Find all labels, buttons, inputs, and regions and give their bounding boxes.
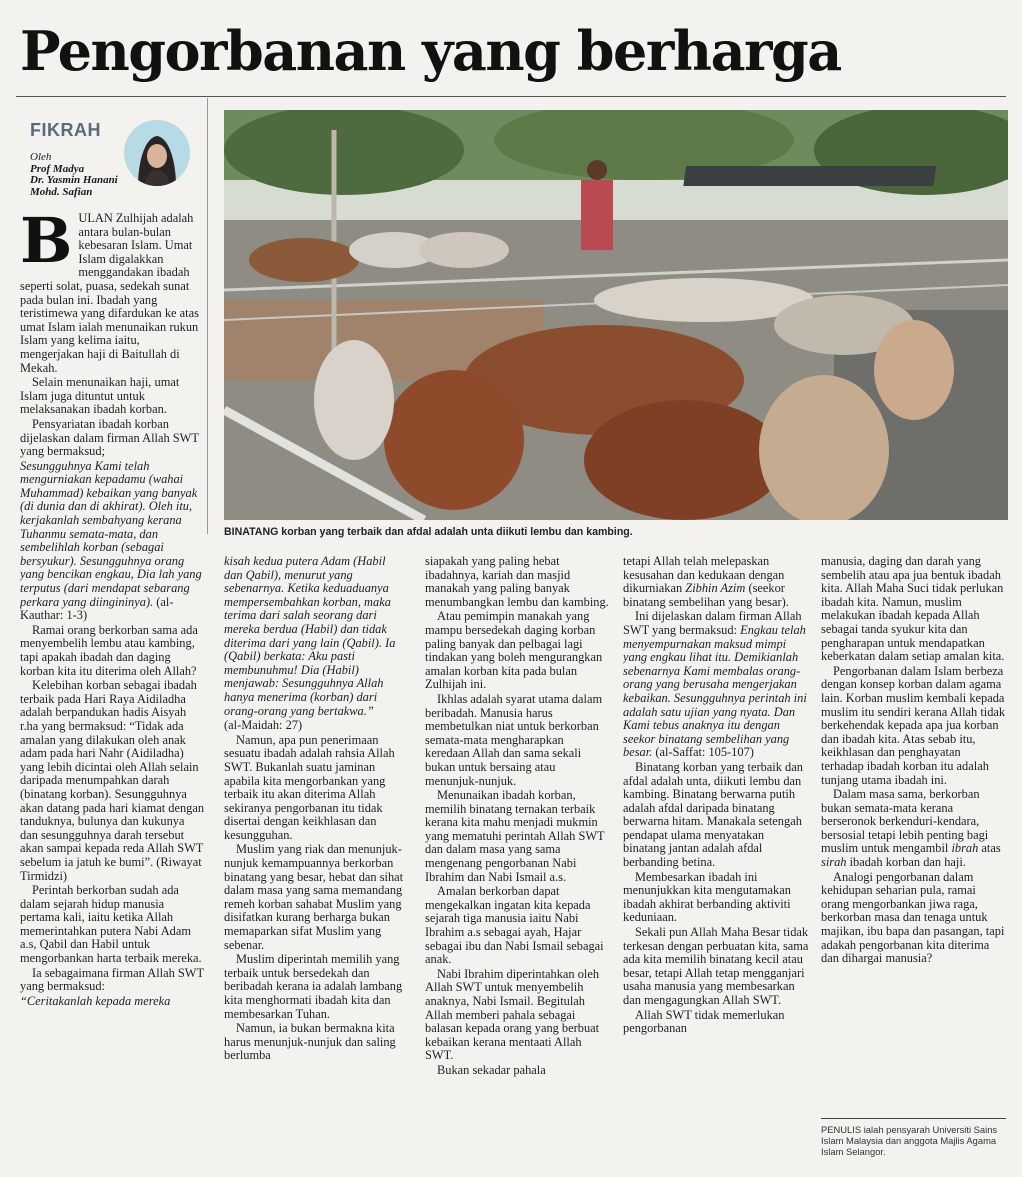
paragraph: Pengorbanan dalam Islam berbeza dengan konsep korban dalam agama lain. Korban muslim kembali kepada muslim itu sendiri kerana Allah tidak berkehendak kepada apa jua korban dan ibadah kita. Atas sebab itu, keikhlasan dan penghayatan terhadap ibadah korban itu adalah tunjang utama ibadah ini. [821, 663, 1006, 787]
paragraph: Namun, ia bukan bermakna kita harus menunjuk-nunjuk dan saling berlumba [224, 1021, 396, 1063]
author-portrait [124, 120, 190, 186]
quote-reference: (al-Kauthar: 1-3) [20, 594, 174, 623]
paragraph: Analogi pengorbanan dalam kehidupan seharian pula, ramai orang mengorbankan jiwa raga, berkorban masa dan tenaga untuk majikan, ibu bapa dan pasangan, tapi adakah pengorbanan kita diterima dan dihargai manusia? [821, 869, 1005, 966]
paragraph: Dalam masa sama, berkorban bukan semata-mata kerana berseronok berkenduri-kendara, bersosial tetapi lebih penting bagi muslim untuk mengambil ibrah atas sirah ibadah korban dan haji. [821, 787, 1001, 870]
paragraph: Bukan sekadar pahala [437, 1062, 546, 1077]
quran-quote: Sesungguhnya Kami telah mengurniakan kepadamu (wahai Muhammad) kebaikan yang banyak (di dunia dan di akhirat). Oleh itu, kerjakanlah sembahyang kerana Tuhanmu semata-mata, dan sembelihlah korban (sebagai bersyukur). Sesungguhnya orang yang bencikan engkau, Dia lah yang terputus (dari mendapat sebarang perkara yang diingininya). [20, 458, 202, 609]
paragraph: Ia sebagaimana firman Allah SWT yang bermaksud: [20, 965, 204, 994]
top-rule [16, 96, 1006, 97]
author-surname: Mohd. Safian [30, 185, 93, 198]
paragraph: Menunaikan ibadah korban, memilih binatang ternakan terbaik kerana kita mahu menjadi mukmin yang mematuhi perintah Allah SWT dan dalam masa yang sama mengenang pengorbanan Nabi Ibrahim dan Nabi Ismail a.s. [425, 788, 605, 884]
article-column-1 [20, 212, 205, 1172]
paragraph: Amalan berkorban dapat mengekalkan ingatan kita kepada sejarah tiga manusia iaitu Nabi Ibrahim a.s sebagai ayah, Hajar sebagai ibu dan Nabi Ismail sebagai anak. [425, 884, 604, 967]
paragraph: Binatang korban yang terbaik dan afdal adalah unta, diikuti lembu dan kambing. Binatang berwarna putih adalah afdal daripada binatang berwarna hitam. Manakala setengah pendapat ulama menyatakan binatang jantan adalah afdal berbanding betina. [623, 759, 803, 870]
paragraph: BULAN Zulhijah adalah antara bulan-bulan kebesaran Islam. Umat Islam digalakkan menggandakan ibadah seperti solat, puasa, sedekah sunat pada bulan ini. Ibadah yang teristimewa yang difardukan ke atas umat Islam ialah menunaikan rukun Islam yang kelima iaitu, mengerjakan haji di Baitullah di Mekah. [20, 212, 199, 375]
paragraph: Ikhlas adalah syarat utama dalam beribadah. Manusia harus membetulkan niat untuk berkorban semata-mata mengharapkan keredaan Allah dan sama sekali bukan untuk bersaing atau menunjuk-nunjuk. [425, 691, 603, 788]
paragraph: siapakah yang paling hebat ibadahnya, kariah dan masjid manakah yang paling banyak menumbangkan lembu dan kambing. [425, 555, 609, 609]
sirah-term: sirah [821, 855, 847, 870]
paragraph: Sekali pun Allah Maha Besar tidak terkesan dengan perbuatan kita, sama ada kita memilih binatang kecil atau besar, tetapi Allah tetap mengganjari usaha manusia yang membesarkan dan mengagungkan Allah SWT. [623, 925, 809, 1007]
quote-reference: (al-Saffat: 105-107) [655, 745, 754, 760]
zibhin-azim: Zibhin Azim [685, 581, 746, 596]
column-kicker: FIKRAH [30, 120, 101, 140]
quote-paragraph [224, 555, 406, 718]
paragraph: Muslim yang riak dan menunjuk-nunjuk kemampuannya berkorban binatang yang besar, hebat dan sihat dalam masa yang sama memandang remeh korban sahabat Muslim yang disifatkan kurang berharga bukan memaparkan sifat Muslim yang sebenar. [224, 842, 404, 952]
author-name: Dr. Yasmin Hanani [30, 174, 118, 186]
author-title: Prof Madya [30, 162, 85, 175]
paragraph: Nabi Ibrahim diperintahkan oleh Allah SWT untuk menyembelih anaknya, Nabi Ismail. Begitulah Allah memberi pahala sebagai balasan kepada orang yang berbuat kebaikan kerana mentaati Allah SWT. [425, 966, 600, 1063]
paragraph: Membesarkan ibadah ini menunjukkan kita mengutamakan ibadah akhirat berbanding aktiviti keduniaan. [623, 869, 791, 925]
paragraph: tetapi Allah telah melepaskan kesusahan dan kedukaan dengan dikurniakan Zibhin Azim (seekor binatang sembelihan yang besar). [623, 555, 789, 609]
quote-start: “Ceritakanlah kepada mereka [20, 993, 171, 1008]
ibrah-term: ibrah [951, 841, 979, 856]
cattle-photo [224, 110, 1008, 520]
column-header-box [20, 110, 198, 205]
article-column-3 [425, 555, 609, 1165]
article-column-4 [623, 555, 809, 1165]
quran-quote: kisah kedua putera Adam (Habil dan Qabil), menurut yang sebenarnya. Ketika keduaduanya mempersembahkan korban, maka terima dari salah seorang dari mereka berdua (Habil) dan tidak diterima dari yang lain (Qabil). Ia (Qabil) berkata: Aku pasti membunuhmu! Dia (Habil) menjawab: Sesungguhnya Allah hanya menerima (korban) dari orang-orang yang bertakwa.” [224, 555, 396, 718]
paragraph: Selain menunaikan haji, umat Islam juga dituntut untuk melaksanakan ibadah korban. [20, 375, 180, 417]
paragraph: Allah SWT tidak memerlukan pengorbanan [623, 1007, 785, 1036]
quran-quote: Engkau telah menyempurnakan maksud mimpi yang engkau lihat itu. Demikianlah sebenarnya Kami membalas orang-orang yang berusaha mengerjakan kebaikan. Sesungguhnya perintah ini adalah satu ujian yang nyata. Dan Kami tebus anaknya itu dengan seekor binatang sembelihan yang besar. [623, 622, 807, 760]
quote-paragraph: Ini dijelaskan dalam firman Allah SWT yang bermaksud: Engkau telah menyempurnakan maksud mimpi yang engkau lihat itu. Demikianlah sebenarnya Kami membalas orang-orang yang berusaha mengerjakan kebaikan. Sesungguhnya perintah ini adalah satu ujian yang nyata. Dan Kami tebus anaknya itu dengan seekor binatang sembelihan yang besar. (al-Saffat: 105-107) [623, 609, 807, 760]
paragraph: Atau pemimpin manakah yang mampu bersedekah daging korban paling banyak dan pelbagai lagi tindakan yang boleh mengurangkan amalan korban kita pada bulan Zulhijah ini. [425, 609, 603, 692]
paragraph: Namun, apa pun penerimaan sesuatu ibadah adalah rahsia Allah SWT. Bukanlah suatu jaminan apabila kita mengorbankan yang terbaik itu akan diterima Allah sekiranya pengorbanan itu tidak disertai dengan keikhlasan dan kesungguhan. [224, 732, 395, 842]
article-column-2 [224, 555, 406, 1165]
paragraph: manusia, daging dan darah yang sembelih atau apa jua bentuk ibadah kita. Allah Maha Suci tidak perlukan ibadah kita. Namun, muslim melakukan ibadah kepada Allah sebagai tanda syukur kita dan pengharapan untuk mendapatkan keberkatan dalam setiap amalan kita. [821, 555, 1005, 664]
byline-oleh: Oleh [30, 151, 52, 163]
column-rule [207, 98, 208, 534]
paragraph: Kelebihan korban sebagai ibadah terbaik pada Hari Raya Aidiladha adalah berpandukan hadis Aisyah r.ha yang bermaksud: “Tidak ada amalan yang dilakukan oleh anak adam pada hari Nahr (Aidiladha) yang lebih dicintai oleh Allah selain daripada menumpahkan darah (binatang korban). Sesungguhnya akan datang pada hari kiamat dengan tanduknya, bulunya dan kukunya dan sesungguhnya darah tersebut akan sampai kepada reda Allah SWT sebelum ia jatuh ke bumi”. (Riwayat Tirmidzi) [20, 678, 205, 883]
paragraph: Pensyariatan ibadah korban dijelaskan dalam firman Allah SWT yang bermaksud; [20, 416, 199, 459]
photo-caption [224, 526, 1008, 538]
paragraph: Muslim diperintah memilih yang terbaik untuk bersedekah dan beribadah kerana ia adalah lambang kita menghormati ibadah kita dan membesarkan Tuhan. [224, 952, 403, 1021]
article-column-5 [821, 555, 1006, 1115]
quote-paragraph [20, 460, 205, 623]
drop-cap: B [20, 212, 73, 277]
caption-text: korban yang terbaik dan afdal adalah unta diikuti lembu dan kambing. [281, 526, 633, 538]
headline: Pengorbanan yang berharga [20, 19, 841, 83]
byline [30, 152, 118, 198]
author-footnote: PENULIS ialah pensyarah Universiti Sains Islam Malaysia dan anggota Majlis Agama Islam Selangor. [821, 1118, 1006, 1157]
paragraph: Perintah berkorban sudah ada dalam sejarah hidup manusia pertama kali, iaitu ketika Allah memerintahkan putera Nabi Adam a.s, Qabil dan Habil untuk mengorbankan harta terbaik mereka. [20, 883, 202, 966]
quote-reference: (al-Maidah: 27) [224, 718, 303, 733]
paragraph: Ramai orang berkorban sama ada menyembelih lembu atau kambing, tapi apakah ibadah dan daging korban kita itu diterima oleh Allah? [20, 622, 198, 678]
caption-lead: BINATANG [224, 526, 279, 538]
